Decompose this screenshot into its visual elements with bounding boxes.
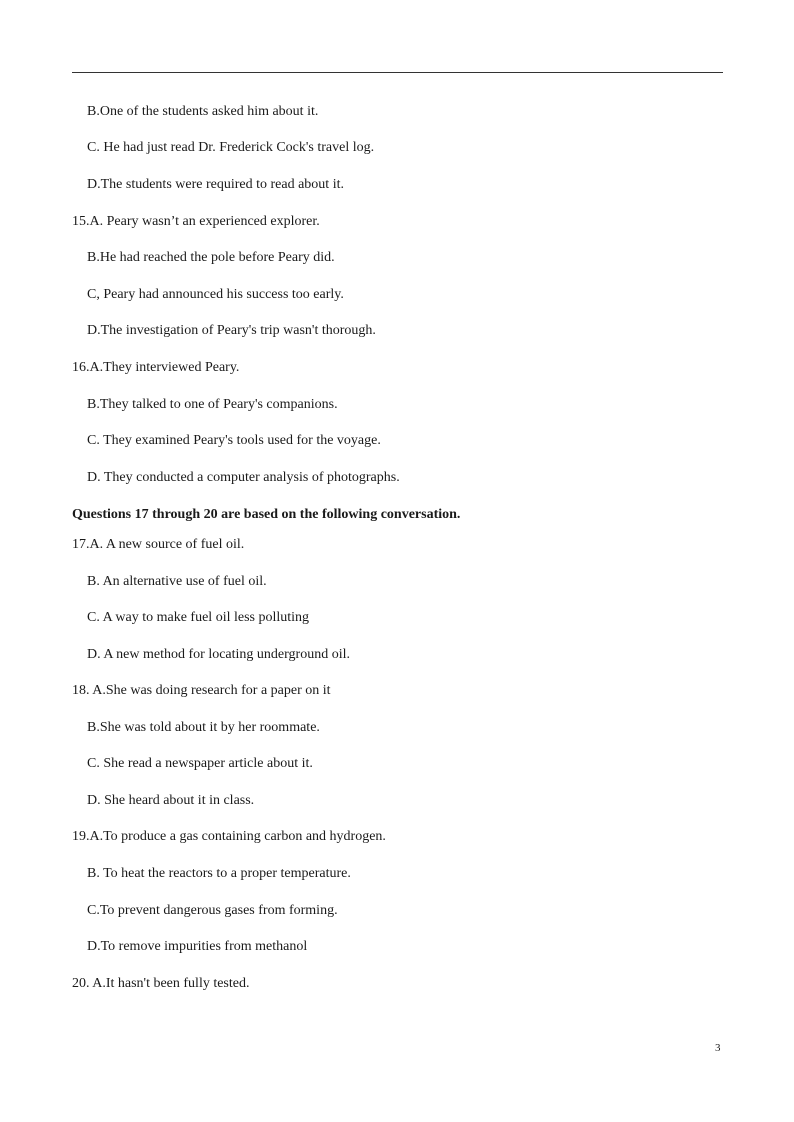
q15-option-a: 15.A. Peary wasn’t an experienced explorer. [72,214,320,229]
header-rule [72,72,723,73]
q14-option-b: B.One of the students asked him about it. [87,104,319,119]
q19-option-a: 19.A.To produce a gas containing carbon and hydrogen. [72,829,386,844]
q16-option-a: 16.A.They interviewed Peary. [72,360,240,375]
q16-option-d: D. They conducted a computer analysis of photographs. [87,470,400,485]
q16-option-c: C. They examined Peary's tools used for the voyage. [87,433,381,448]
q15-option-d: D.The investigation of Peary's trip wasn't thorough. [87,323,376,338]
q19-option-b: B. To heat the reactors to a proper temperature. [87,866,351,881]
q16-option-b: B.They talked to one of Peary's companions. [87,397,338,412]
page-number: 3 [715,1042,721,1054]
q18-option-a: 18. A.She was doing research for a paper on it [72,683,331,698]
q17-option-a: 17.A. A new source of fuel oil. [72,537,245,552]
q17-option-b: B. An alternative use of fuel oil. [87,574,267,589]
q19-option-d: D.To remove impurities from methanol [87,939,308,954]
q20-option-a: 20. A.It hasn't been fully tested. [72,976,250,991]
q18-option-c: C. She read a newspaper article about it. [87,756,313,771]
q15-option-b: B.He had reached the pole before Peary did. [87,250,335,265]
q17-option-d: D. A new method for locating underground oil. [87,647,350,662]
q14-option-c: C. He had just read Dr. Frederick Cock's travel log. [87,140,375,155]
q15-option-c: C, Peary had announced his success too early. [87,287,344,302]
q17-option-c: C. A way to make fuel oil less polluting [87,610,310,625]
section-heading: Questions 17 through 20 are based on the following conversation. [72,507,461,522]
q14-option-d: D.The students were required to read about it. [87,177,344,192]
q19-option-c: C.To prevent dangerous gases from forming. [87,903,338,918]
q18-option-b: B.She was told about it by her roommate. [87,720,320,735]
q18-option-d: D. She heard about it in class. [87,793,255,808]
